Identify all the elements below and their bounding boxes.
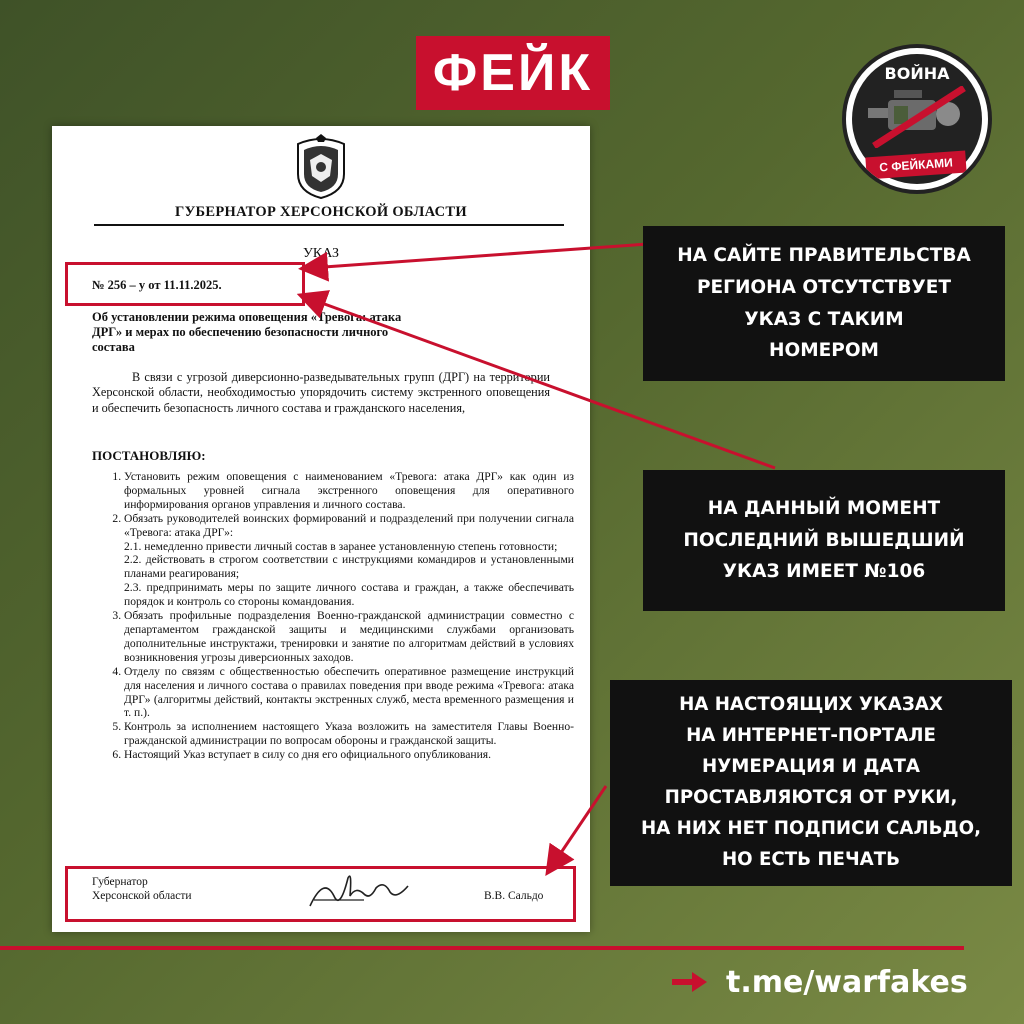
- callout-no-decree: НА САЙТЕ ПРАВИТЕЛЬСТВА РЕГИОНА ОТСУТСТВУЕТ УКАЗ С ТАКИМ НОМЕРОМ: [643, 226, 1005, 381]
- logo-bottom-text: С ФЕЙКАМИ: [865, 151, 966, 180]
- logo-top-text: ВОЙНА: [884, 64, 950, 83]
- arrow-line: [310, 244, 648, 268]
- fake-badge-label: ФЕЙК: [432, 44, 594, 102]
- arrow-right-icon: [672, 971, 708, 993]
- governor-title: ГУБЕРНАТОР ХЕРСОНСКОЙ ОБЛАСТИ: [175, 204, 467, 220]
- decree-subitem: 2.3. предпринимать меры по защите личного состава и граждан, а также обеспечивать порядок и контроль со стороны командования.: [124, 581, 574, 609]
- decree-item: 6. Настоящий Указ вступает в силу со дня его официального опубликования.: [124, 748, 574, 762]
- callout-real-decrees: НА НАСТОЯЩИХ УКАЗАХ НА ИНТЕРНЕТ-ПОРТАЛЕ НУМЕРАЦИЯ И ДАТА ПРОСТАВЛЯЮТСЯ ОТ РУКИ, НА НИХ НЕТ ПОДПИСИ САЛЬДО, НО ЕСТЬ ПЕЧАТЬ: [610, 680, 1012, 886]
- footer: [672, 960, 968, 1004]
- decree-subitem: 2.1. немедленно привести личный состав в заранее установленную степень готовности;: [124, 539, 558, 553]
- telegram-link[interactable]: t.me/warfakes: [726, 964, 968, 1000]
- signature-name: В.В. Сальдо: [484, 890, 544, 902]
- arrow-line: [552, 786, 606, 866]
- decree-item: 2. Обязать руководителей воинских формирований и подразделений при получении сигнала «Тревога: атака ДРГ»: 2.1. немедленно привести личный состав в заранее установленную степень готовности; 2.2. действовать в строгом соответствии с инструкциями командиров и установленными планами реагирования; 2.3. предпринимать меры по защите личного состава и граждан, а также обеспечивать порядок и контроль со стороны командования.: [124, 512, 574, 609]
- decree-item: 4. Отделу по связям с общественностью обеспечить оперативное размещение инструкций для населения и личного состава о правилах поведения при вводе режима «Тревога: атака ДРГ» (алгоритмы действий, контакты экстренных служб, места временного размещения и т. п.).: [124, 665, 574, 721]
- decree-intro: В связи с угрозой диверсионно-разведывательных групп (ДРГ) на территории Херсонской области, необходимостью упорядочить систему экстренного оповещения и обеспечить безопасность личного состава и гражданского населения,: [92, 370, 550, 415]
- resolve-heading: ПОСТАНОВЛЯЮ:: [92, 448, 206, 463]
- decree-item: 5. Контроль за исполнением настоящего Указа возложить на заместителя Главы Военно-гражданской администрации по вопросам обороны и гражданской защиты.: [124, 720, 574, 748]
- callout-last-decree: НА ДАННЫЙ МОМЕНТ ПОСЛЕДНИЙ ВЫШЕДШИЙ УКАЗ ИМЕЕТ №106: [643, 470, 1005, 611]
- decree-subitem: 2.2. действовать в строгом соответствии с инструкциями командиров и установленными планами реагирования;: [124, 553, 574, 581]
- decree-subject: Об установлении режима оповещения «Тревога: атака ДРГ» и мерах по обеспечению безопасности личного состава: [92, 310, 402, 354]
- signature-position: Губернатор Херсонской области: [92, 876, 192, 902]
- footer-divider: [0, 946, 964, 950]
- decree-heading: УКАЗ: [302, 246, 340, 261]
- decree-item: 3. Обязать профильные подразделения Военно-гражданской администрации совместно с департаментом гражданской защиты и медицинскими службами организовать дополнительные инструктажи, тренировки и занятие по алгоритмам действий в условиях возникновения угрозы диверсионных заходов.: [124, 609, 574, 665]
- decree-number: № 256 – у от 11.11.2025.: [92, 278, 222, 292]
- decree-item: 1. Установить режим оповещения с наименованием «Тревога: атака ДРГ» как один из формальных уровней сигнала экстренного оповещения для оперативного информирования органов управления и личного состава.: [124, 470, 574, 512]
